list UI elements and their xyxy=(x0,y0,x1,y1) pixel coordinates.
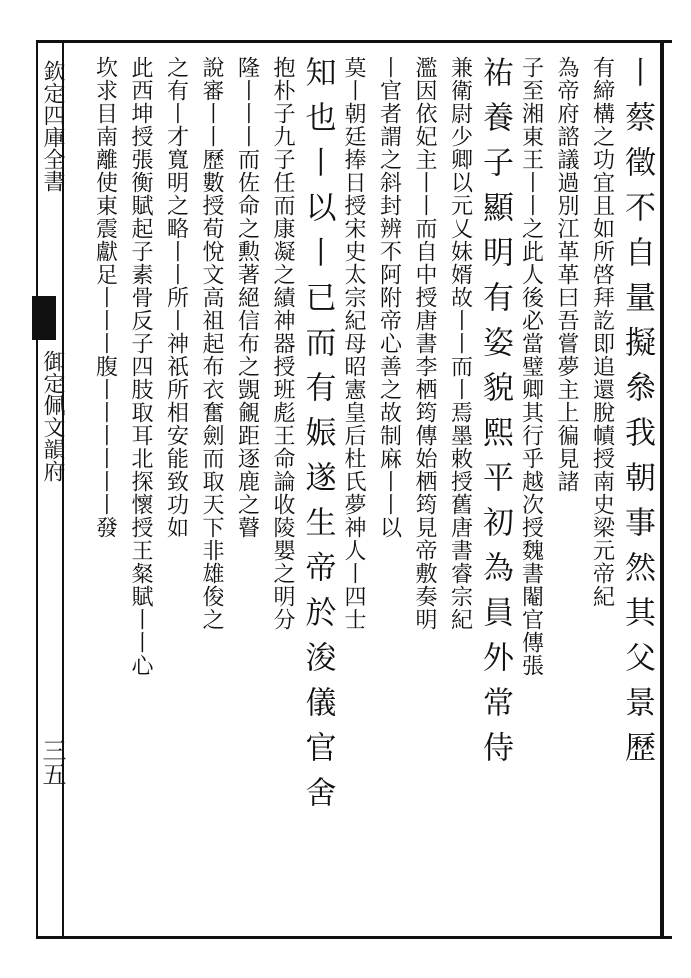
page-number: 三五 xyxy=(38,738,66,786)
top-border xyxy=(36,40,672,43)
right-border xyxy=(660,40,664,939)
text-column: 此西坤授張衡賦起子素骨反子四肢取耳北探懷授王粲賦丨丨心 xyxy=(128,56,153,677)
text-column: 抱朴子九子任而康凝之績神器授班彪王命論收陵嬰之明分 xyxy=(270,56,295,631)
text-column: 說審丨丨歷數授荀悅文高祖起布衣奮劍而取天下非雄俊之 xyxy=(199,56,224,631)
text-column: 之有丨才寬明之略丨丨所丨神祇所相安能致功如 xyxy=(163,56,189,539)
text-column: 隆丨丨丨而佐命之勲著絕信布之覬覦距逐鹿之瞽 xyxy=(234,56,260,539)
book-title: 欽定四庫全書 xyxy=(40,60,65,192)
text-column: 濫因依妃主丨丨而自中授唐書李栖筠傳始栖筠見帝敷奏明 xyxy=(412,56,437,631)
text-column: 為帝府諮議過別江革革曰吾嘗夢主上徧見諸 xyxy=(554,56,579,493)
bottom-border xyxy=(36,936,672,939)
book-subtitle: 御定佩文韻府 xyxy=(40,350,65,482)
text-column: 丨官者謂之斜封辨不阿附帝心善之故制麻丨丨以 xyxy=(376,56,402,539)
text-column: 有締構之功宜且如所啓拜訖即追還脫幘授南史梁元帝紀 xyxy=(589,56,615,608)
text-column: 莫丨朝廷捧日授宋史太宗紀母昭憲皇后杜氏夢神人丨四士 xyxy=(341,56,366,631)
text-column: 兼衛尉少卿以元乂妹婿故丨丨而丨焉墨敕授舊唐書睿宗紀 xyxy=(447,56,473,631)
text-column: 丨蔡徵不自量擬叅我朝事然其父景歷 xyxy=(619,56,655,776)
text-column: 坎求目南離使東震獻足丨丨丨腹丨丨丨丨丨丨發 xyxy=(92,56,118,539)
text-column: 知也丨以丨已而有娠遂生帝於浚儀官舍 xyxy=(299,56,336,821)
text-column: 子至湘東王丨丨之此人後必當璧卿其行乎越次授魏書閹官傳張 xyxy=(518,56,544,677)
fishtail-mark xyxy=(32,296,56,340)
text-column: 祐養子顯明有姿貌熙平初為員外常侍 xyxy=(477,56,513,776)
